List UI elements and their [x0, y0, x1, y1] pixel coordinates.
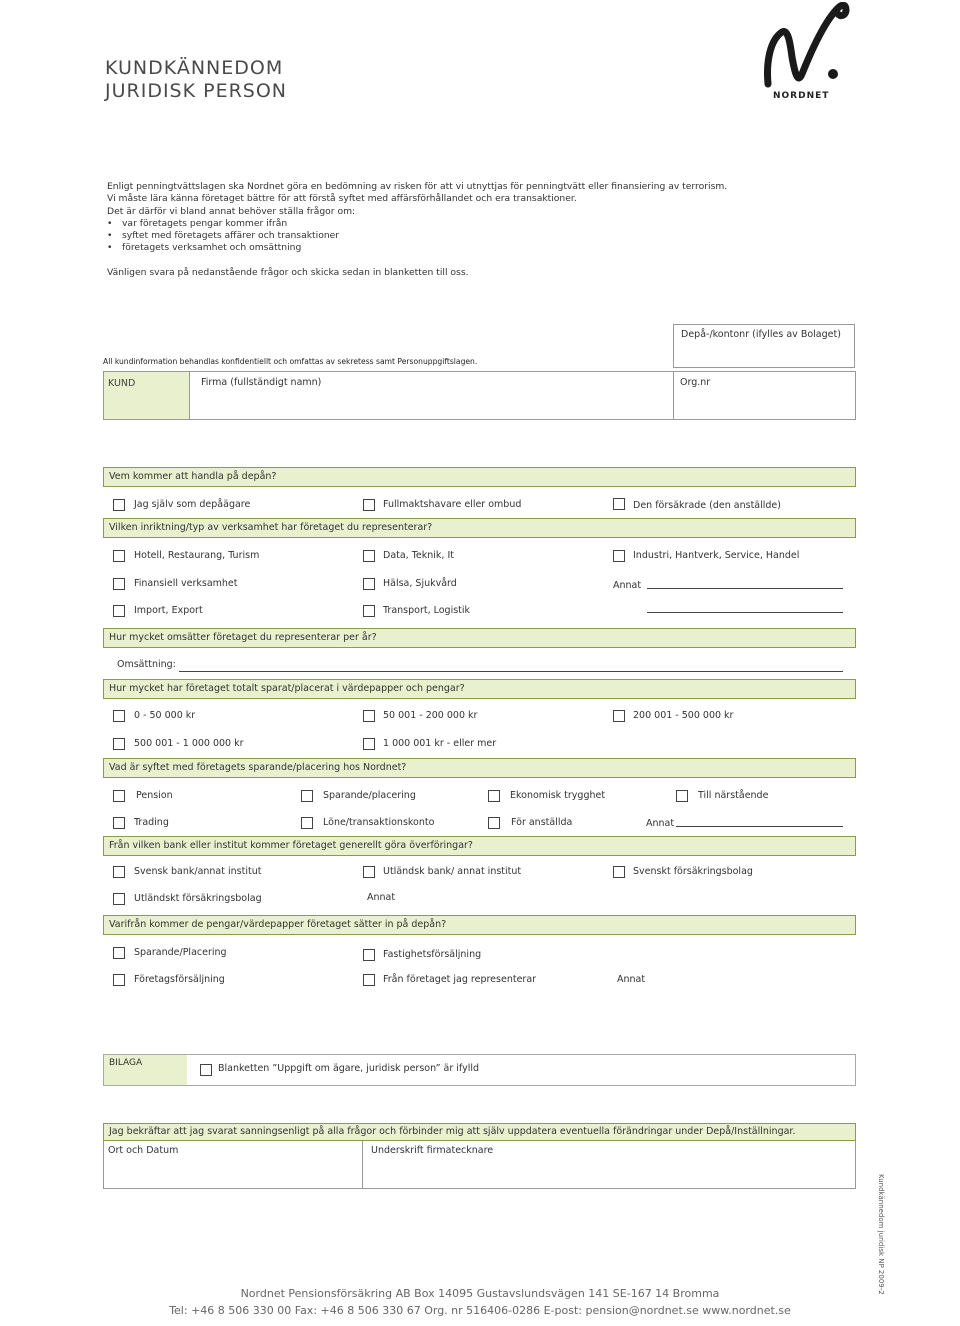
option-label: Sparande/placering	[323, 790, 416, 801]
other-label: Annat	[646, 818, 675, 829]
option-label: Trading	[134, 817, 169, 828]
checkbox-amount-200k-500k[interactable]	[613, 710, 625, 722]
kund-label: KUND	[108, 378, 136, 389]
divider	[673, 371, 674, 420]
option-label: Till närstående	[698, 790, 769, 801]
checkbox-hotel[interactable]	[113, 550, 125, 562]
checkbox-trading[interactable]	[113, 817, 125, 829]
nordnet-n-logo-icon	[762, 2, 862, 104]
checkbox-foreign-bank[interactable]	[363, 866, 375, 878]
question-bank-origin: Från vilken bank eller institut kommer företaget generellt göra överföringar?	[103, 836, 856, 856]
question-invested-amount: Hur mycket har företaget totalt sparat/placerat i värdepapper och pengar?	[103, 679, 856, 699]
bilaga-label: BILAGA	[109, 1058, 143, 1068]
checkbox-swedish-insurer[interactable]	[613, 866, 625, 878]
option-label: Blanketten ”Uppgift om ägare, juridisk person” är ifylld	[218, 1063, 480, 1074]
option-label: Pension	[136, 790, 173, 801]
checkbox-amount-over-1m[interactable]	[363, 738, 375, 750]
checkbox-saving[interactable]	[301, 790, 313, 802]
other-label: Annat	[613, 580, 642, 591]
form-id-text: Kundkännedom juridisk NP 2009-2	[877, 1174, 885, 1295]
option-label: Sparande/Placering	[134, 947, 227, 958]
checkbox-amount-0-50k[interactable]	[113, 710, 125, 722]
option-label: Finansiell verksamhet	[134, 578, 238, 589]
checkbox-relatives[interactable]	[676, 790, 688, 802]
intro-instruction: Vänligen svara på nedanstående frågor och skicka sedan in blanketten till oss.	[107, 266, 469, 278]
option-label: Data, Teknik, It	[383, 550, 454, 561]
checkbox-amount-500k-1m[interactable]	[113, 738, 125, 750]
question-business-type: Vilken inriktning/typ av verksamhet har företaget du representerar?	[103, 518, 856, 538]
checkbox-company-sale[interactable]	[113, 974, 125, 986]
checkbox-saving-placement[interactable]	[113, 947, 125, 959]
title-line-1: KUNDKÄNNEDOM	[105, 57, 284, 79]
intro-paragraph: Det är därför vi bland annat behöver ställa frågor om:	[107, 205, 356, 217]
checkbox-industry[interactable]	[613, 550, 625, 562]
checkbox-pension[interactable]	[113, 790, 125, 802]
intro-bullet: • syftet med företagets affärer och transaktioner	[107, 230, 867, 242]
checkbox-owner-form[interactable]	[200, 1064, 212, 1076]
checkbox-proxy[interactable]	[363, 499, 375, 511]
checkbox-own-owner[interactable]	[113, 499, 125, 511]
option-label: Utländsk bank/ annat institut	[383, 866, 522, 877]
footer-contact: Tel: +46 8 506 330 00 Fax: +46 8 506 330 67 Org. nr 516406-0286 E-post: pension@nordnet.se www.nordnet.se	[169, 1304, 791, 1317]
option-label: Hotell, Restaurang, Turism	[134, 550, 260, 561]
other-input-line[interactable]	[647, 612, 843, 613]
other-label: Annat	[367, 892, 396, 903]
option-label: För anställda	[511, 817, 573, 828]
other-input-line[interactable]	[647, 588, 843, 589]
option-label: Ekonomisk trygghet	[510, 790, 606, 801]
other-input-line[interactable]	[676, 826, 843, 827]
option-label: 1 000 001 kr - eller mer	[383, 738, 497, 749]
depa-number-label: Depå-/kontonr (ifylles av Bolaget)	[681, 329, 841, 340]
option-label: 0 - 50 000 kr	[134, 710, 196, 721]
option-label: 50 001 - 200 000 kr	[383, 710, 478, 721]
checkbox-financial[interactable]	[113, 578, 125, 590]
confirmation-statement: Jag bekräftar att jag svarat sanningsenligt på alla frågor och förbinder mig att själv uppdatera eventuella förändringar under Depå/Inställningar.	[103, 1123, 856, 1141]
question-who-trades: Vem kommer att handla på depån?	[103, 467, 856, 487]
checkbox-economic-security[interactable]	[488, 790, 500, 802]
checkbox-health[interactable]	[363, 578, 375, 590]
checkbox-employees[interactable]	[488, 817, 500, 829]
option-label: Företagsförsäljning	[134, 974, 225, 985]
option-label: Svensk bank/annat institut	[134, 866, 262, 877]
divider	[362, 1141, 363, 1189]
intro-bullet: • företagets verksamhet och omsättning	[107, 242, 867, 254]
checkbox-import-export[interactable]	[113, 605, 125, 617]
brand-name: NORDNET	[773, 91, 830, 101]
question-funds-source: Varifrån kommer de pengar/värdepapper företaget sätter in på depån?	[103, 915, 856, 935]
option-label: Den försäkrade (den anställde)	[633, 500, 781, 511]
checkbox-swedish-bank[interactable]	[113, 866, 125, 878]
option-label: Fastighetsförsäljning	[383, 949, 482, 960]
checkbox-from-company[interactable]	[363, 974, 375, 986]
option-label: Transport, Logistik	[383, 605, 471, 616]
option-label: Svenskt försäkringsbolag	[633, 866, 753, 877]
option-label: Hälsa, Sjukvård	[383, 578, 457, 589]
footer-address: Nordnet Pensionsförsäkring AB Box 14095 Gustavslundsvägen 141 SE-167 14 Bromma	[240, 1287, 720, 1300]
title-line-2: JURIDISK PERSON	[105, 80, 288, 102]
question-purpose: Vad är syftet med företagets sparande/placering hos Nordnet?	[103, 758, 856, 778]
company-name-field[interactable]: Firma (fullständigt namn)	[201, 377, 322, 388]
option-label: Löne/transaktionskonto	[323, 817, 435, 828]
attachment-box	[103, 1054, 856, 1086]
intro-bullet: • var företagets pengar kommer ifrån	[107, 218, 867, 230]
confidentiality-note: All kundinformation behandlas konfidentiellt och omfattas av sekretess samt Personuppgiftslagen.	[103, 357, 478, 366]
intro-paragraph: Enligt penningtvättslagen ska Nordnet göra en bedömning av risken för att vi utnyttjas för penningtvätt eller finansiering av terrorism.	[107, 181, 728, 192]
intro-text	[107, 181, 867, 279]
checkbox-property-sale[interactable]	[363, 949, 375, 961]
intro-paragraph: Vi måste lära känna företaget bättre för att förstå syftet med affärsförhållandet och era transaktioner.	[107, 193, 577, 205]
option-label: Utländskt försäkringsbolag	[134, 893, 262, 904]
checkbox-foreign-insurer[interactable]	[113, 893, 125, 905]
checkbox-amount-50k-200k[interactable]	[363, 710, 375, 722]
checkbox-insured[interactable]	[613, 498, 625, 510]
option-label: 500 001 - 1 000 000 kr	[134, 738, 244, 749]
checkbox-data-tech[interactable]	[363, 550, 375, 562]
divider	[189, 371, 190, 420]
option-label: Jag själv som depåägare	[134, 499, 251, 510]
place-date-field[interactable]: Ort och Datum	[108, 1145, 179, 1156]
option-label: Från företaget jag representerar	[383, 974, 537, 985]
option-label: 200 001 - 500 000 kr	[633, 710, 734, 721]
checkbox-transport[interactable]	[363, 605, 375, 617]
page-title	[105, 57, 287, 103]
turnover-input-line[interactable]	[179, 671, 843, 672]
intro-bullet-list	[107, 218, 867, 255]
option-label: Industri, Hantverk, Service, Handel	[633, 550, 800, 561]
option-label: Fullmaktshavare eller ombud	[383, 499, 522, 510]
signature-field[interactable]: Underskrift firmatecknare	[371, 1145, 494, 1156]
question-turnover: Hur mycket omsätter företaget du representerar per år?	[103, 628, 856, 648]
turnover-label: Omsättning:	[117, 659, 176, 670]
checkbox-salary-account[interactable]	[301, 817, 313, 829]
other-label: Annat	[617, 974, 646, 985]
option-label: Import, Export	[134, 605, 203, 616]
org-number-field[interactable]: Org.nr	[680, 377, 711, 388]
